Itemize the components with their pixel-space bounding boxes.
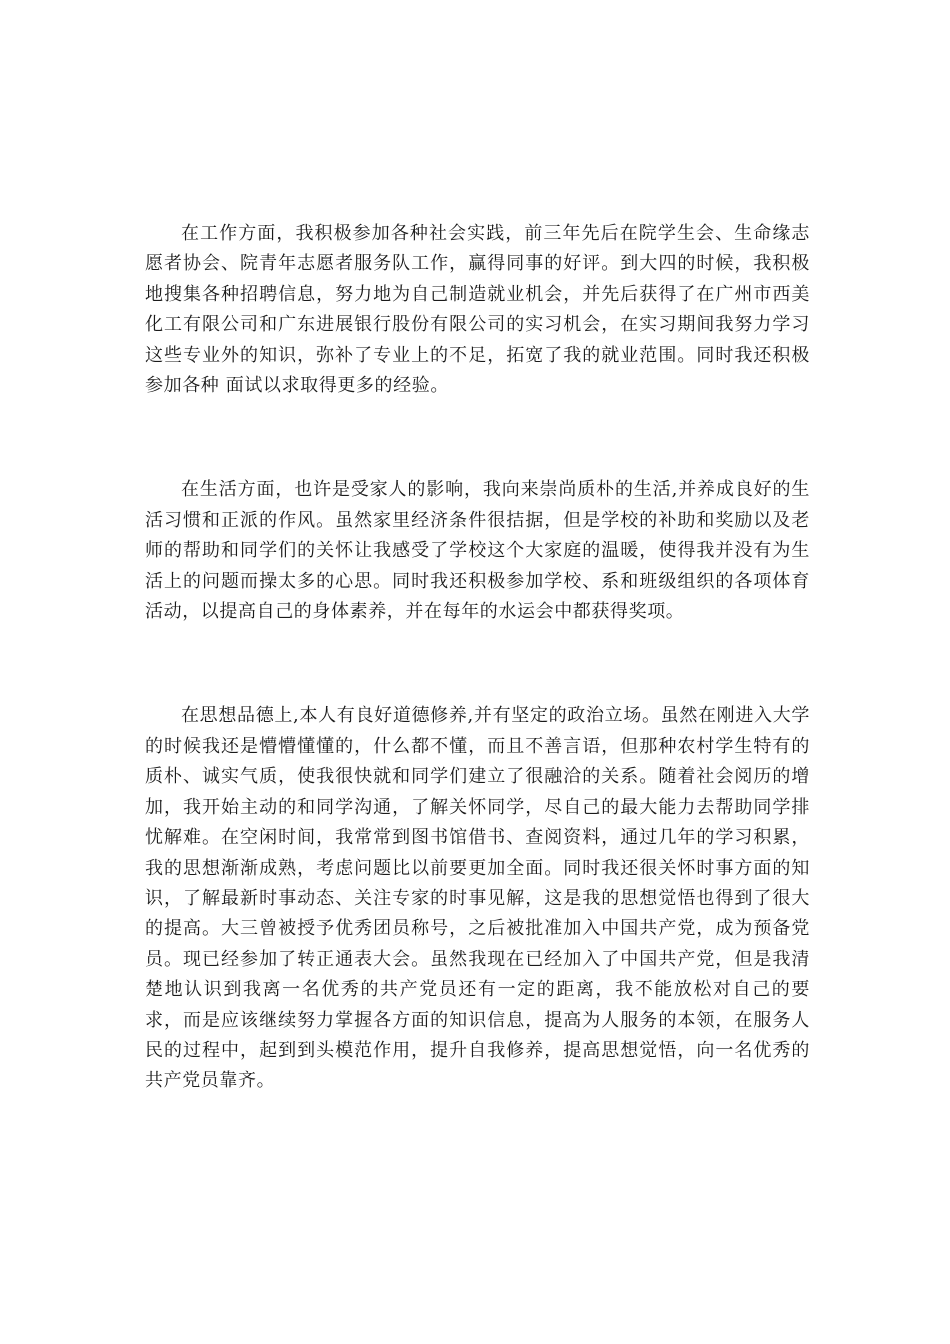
paragraph-work: 在工作方面，我积极参加各种社会实践，前三年先后在院学生会、生命缘志愿者协会、院青年志愿者服务队工作，赢得同事的好评。到大四的时候，我积极地搜集各种招聘信息，努力地为自己制造就业机会，并先后获得了在广州市西美化工有限公司和广东进展银行股份有限公司的实习机会，在实习期间我努力学习这些专业外的知识，弥补了专业上的不足，拓宽了我的就业范围。同时我还积极参加各种 面试以求取得更多的经验。 [145,223,810,397]
paragraph-life: 在生活方面，也许是受家人的影响，我向来崇尚质朴的生活,并养成良好的生活习惯和正派的作风。虽然家里经济条件很拮据，但是学校的补助和奖励以及老师的帮助和同学们的关怀让我感受了学校这个大家庭的温暖，使得我并没有为生活上的问题而操太多的心思。同时我还积极参加学校、系和班级组织的各项体育活动，以提高自己的身体素养，并在每年的水运会中都获得奖项。 [145,479,810,623]
document-body [145,219,810,1097]
paragraph-morality: 在思想品德上,本人有良好道德修养,并有坚定的政治立场。虽然在刚进入大学的时候我还是懵懵懂懂的，什么都不懂，而且不善言语，但那种农村学生特有的质朴、诚实气质，使我很快就和同学们建立了很融洽的关系。随着社会阅历的增加，我开始主动的和同学沟通，了解关怀同学，尽自己的最大能力去帮助同学排忧解难。在空闲时间，我常常到图书馆借书、查阅资料，通过几年的学习积累，我的思想渐渐成熟，考虑问题比以前要更加全面。同时我还很关怀时事方面的知识，了解最新时事动态、关注专家的时事见解，这是我的思想觉悟也得到了很大的提高。大三曾被授予优秀团员称号，之后被批准加入中国共产党，成为预备党员。现已经参加了转正通表大会。虽然我现在已经加入了中国共产党，但是我清楚地认识到我离一名优秀的共产党员还有一定的距离，我不能放松对自己的要求，而是应该继续努力掌握各方面的知识信息，提高为人服务的本领，在服务人民的过程中，起到到头模范作用，提升自我修养，提高思想觉悟，向一名优秀的共产党员靠齐。 [145,705,810,1092]
